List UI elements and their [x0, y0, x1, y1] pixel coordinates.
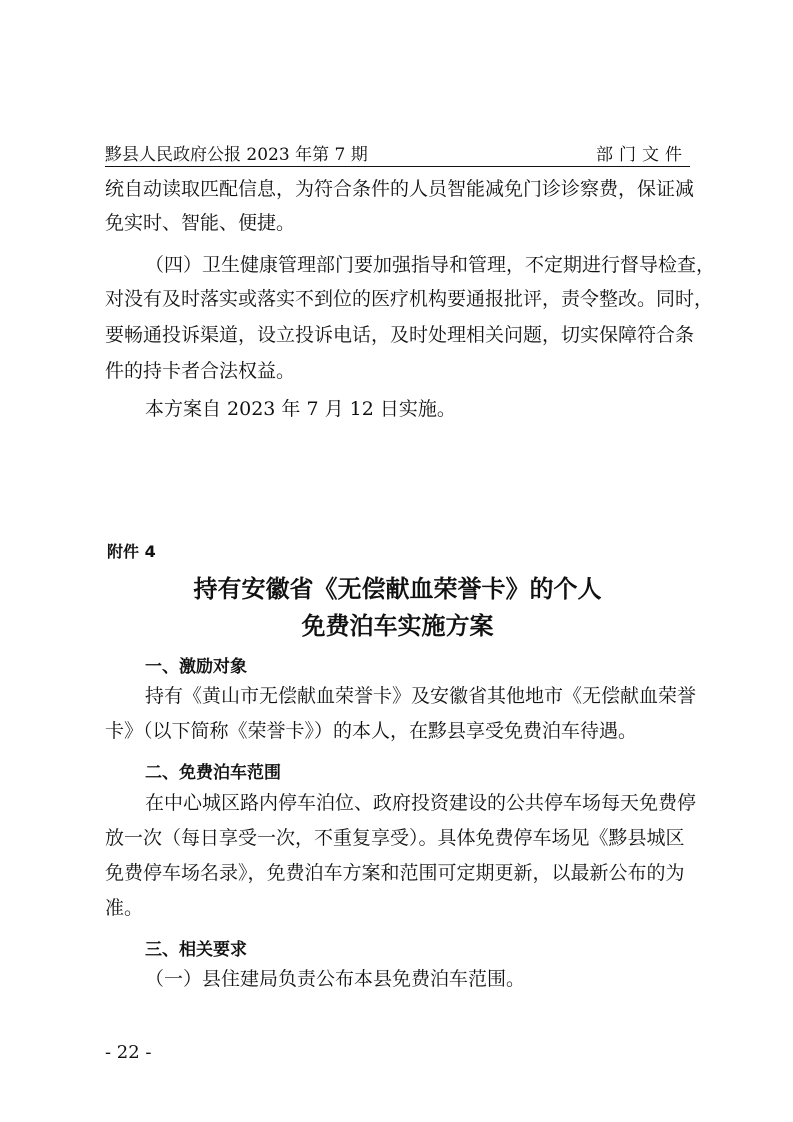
- section-heading-2: 二、免费泊车范围: [145, 763, 281, 783]
- page-header: [105, 140, 690, 164]
- paragraph-line: 对没有及时落实或落实不到位的医疗机构要通报批评，责令整改。同时，: [105, 288, 714, 310]
- paragraph-line: 持有《黄山市无偿献血荣誉卡》及安徽省其他地市《无偿献血荣誉: [145, 685, 697, 707]
- header-divider: [105, 166, 690, 167]
- paragraph-line: 放一次（每日享受一次，不重复享受）。具体免费停车场见《黟县城区: [105, 827, 685, 849]
- effective-date-line: 本方案自 2023 年 7 月 12 日实施。: [145, 398, 456, 420]
- header-publication: 黟县人民政府公报 2023 年第 7 期: [105, 145, 368, 165]
- paragraph-line: 免费停车场名录》，免费泊车方案和范围可定期更新，以最新公布的为: [105, 862, 685, 884]
- paragraph-line: 在中心城区路内停车泊位、政府投资建设的公共停车场每天免费停: [145, 792, 697, 814]
- page-number: - 22 -: [105, 1042, 152, 1063]
- section-heading-1: 一、激励对象: [145, 657, 247, 677]
- paragraph-line: 件的持卡者合法权益。: [105, 360, 296, 382]
- header-section: 部门文件: [596, 145, 688, 165]
- paragraph-line: 免实时、智能、便捷。: [105, 212, 296, 234]
- paragraph-line: 要畅通投诉渠道，设立投诉电话，及时处理相关问题，切实保障符合条: [105, 324, 695, 346]
- section-heading-3: 三、相关要求: [145, 940, 247, 960]
- paragraph-line: 卡》（以下简称《荣誉卡》）的本人，在黟县享受免费泊车待遇。: [105, 720, 638, 742]
- paragraph-line: （四）卫生健康管理部门要加强指导和管理，不定期进行督导检查，: [145, 254, 716, 276]
- document-title-line1: 持有安徽省《无偿献血荣誉卡》的个人: [193, 575, 602, 603]
- document-title-line2: 免费泊车实施方案: [301, 612, 494, 640]
- paragraph-line: （一）县住建局负责公布本县免费泊车范围。: [145, 968, 526, 990]
- paragraph-line: 统自动读取匹配信息，为符合条件的人员智能减免门诊诊察费，保证减: [105, 178, 695, 200]
- attachment-label: 附件 4: [107, 542, 156, 561]
- paragraph-line: 准。: [105, 897, 144, 919]
